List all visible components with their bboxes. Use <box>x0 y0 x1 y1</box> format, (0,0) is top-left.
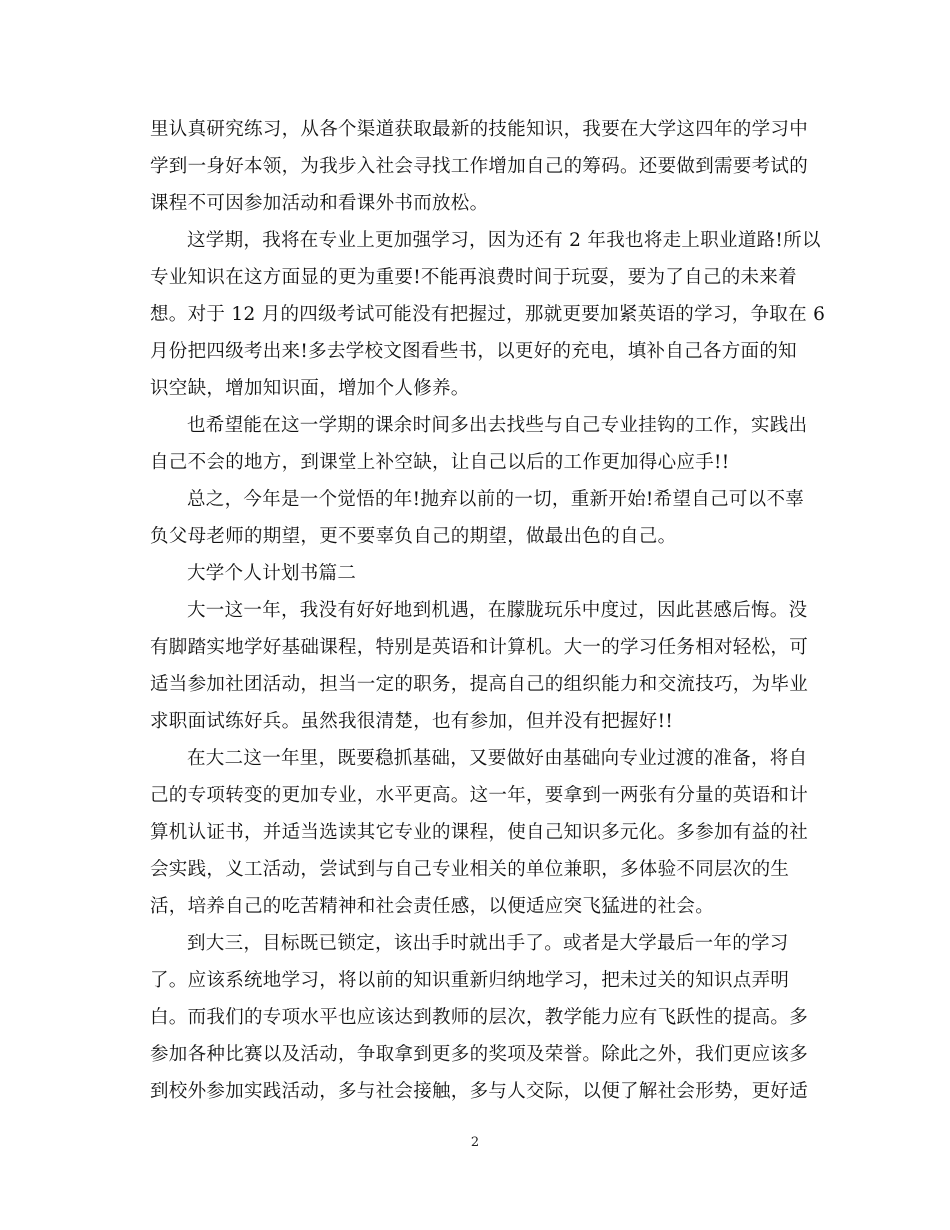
text-line: 月份把四级考出来!多去学校文图看些书，以更好的充电，填补自己各方面的知 <box>150 341 797 362</box>
paragraph-first-line: 这学期，我将在专业上更加强学习，因为还有 2 年我也将走上职业道路!所以 <box>187 230 821 251</box>
text-line: 识空缺，增加知识面，增加个人修养。 <box>150 378 470 399</box>
text-line: 活，培养自己的吃苦精神和社会责任感，以便适应突飞猛进的社会。 <box>150 896 715 917</box>
text-line: 自己不会的地方，到课堂上补空缺，让自己以后的工作更加得心应手!! <box>150 452 730 473</box>
section-heading: 大学个人计划书篇二 <box>187 563 357 584</box>
paragraph-first-line: 到大三，目标既已锁定，该出手时就出手了。或者是大学最后一年的学习 <box>187 933 789 954</box>
paragraph-first-line: 总之，今年是一个觉悟的年!抛弃以前的一切，重新开始!希望自己可以不辜 <box>187 489 805 510</box>
text-line: 专业知识在这方面显的更为重要!不能再浪费时间于玩耍，要为了自己的未来着 <box>150 267 797 288</box>
text-line: 学到一身好本领，为我步入社会寻找工作增加自己的筹码。还要做到需要考试的 <box>150 156 809 177</box>
text-line: 会实践，义工活动，尝试到与自己专业相关的单位兼职，多体验不同层次的生 <box>150 859 790 880</box>
page-number: 2 <box>470 1135 480 1150</box>
text-line: 算机认证书，并适当选读其它专业的课程，使自己知识多元化。多参加有益的社 <box>150 822 809 843</box>
text-line: 适当参加社团活动，担当一定的职务，提高自己的组织能力和交流技巧，为毕业 <box>150 674 809 695</box>
text-line: 求职面试练好兵。虽然我很清楚，也有参加，但并没有把握好!! <box>150 711 674 732</box>
text-line: 到校外参加实践活动，多与社会接触，多与人交际，以便了解社会形势，更好适 <box>150 1081 809 1102</box>
text-line: 有脚踏实地学好基础课程，特别是英语和计算机。大一的学习任务相对轻松，可 <box>150 637 809 658</box>
text-line: 了。应该系统地学习，将以前的知识重新归纳地学习，把未过关的知识点弄明 <box>150 970 790 991</box>
text-line: 课程不可因参加活动和看课外书而放松。 <box>150 193 489 214</box>
text-line: 负父母老师的期望，更不要辜负自己的期望，做最出色的自己。 <box>150 526 677 547</box>
paragraph-first-line: 在大二这一年里，既要稳抓基础，又要做好由基础向专业过渡的准备，将自 <box>187 748 808 769</box>
paragraph-first-line: 也希望能在这一学期的课余时间多出去找些与自己专业挂钩的工作，实践出 <box>187 415 808 436</box>
text-line: 里认真研究练习，从各个渠道获取最新的技能知识，我要在大学这四年的学习中 <box>150 119 809 140</box>
text-line: 己的专项转变的更加专业，水平更高。这一年，要拿到一两张有分量的英语和计 <box>150 785 809 806</box>
text-line: 参加各种比赛以及活动，争取拿到更多的奖项及荣誉。除此之外，我们更应该多 <box>150 1044 809 1065</box>
text-line: 白。而我们的专项水平也应该达到教师的层次，教学能力应有飞跃性的提高。多 <box>150 1007 809 1028</box>
paragraph-first-line: 大一这一年，我没有好好地到机遇，在朦胧玩乐中度过，因此甚感后悔。没 <box>187 600 808 621</box>
text-line: 想。对于 12 月的四级考试可能没有把握过，那就更要加紧英语的学习，争取在 6 <box>150 304 826 325</box>
